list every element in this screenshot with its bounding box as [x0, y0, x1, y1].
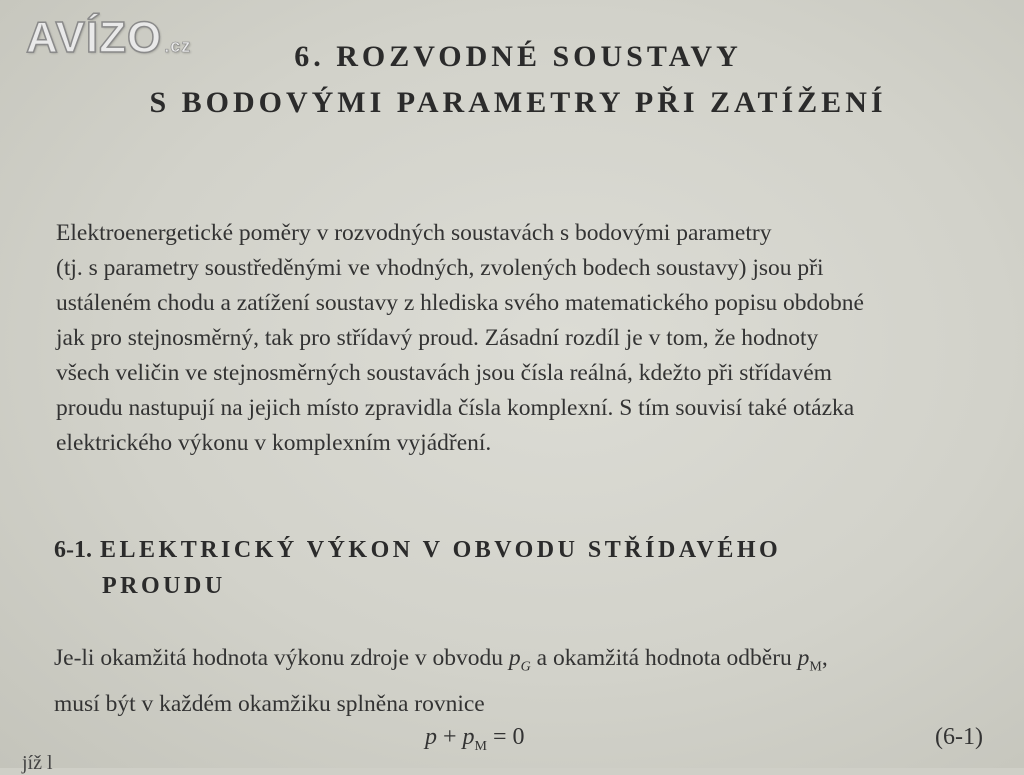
text-fragment: , [821, 645, 828, 671]
subscript-m: M [809, 659, 822, 675]
section-title-line-1: ELEKTRICKÝ VÝKON V OBVODU STŘÍDAVÉHO [100, 537, 782, 563]
chapter-title [108, 34, 928, 126]
equation-subscript-m: M [474, 738, 487, 754]
variable-p: p [508, 645, 521, 671]
equation-rhs: 0 [512, 724, 525, 750]
watermark-tld: .cz [164, 36, 192, 56]
equation-var-p: p [425, 724, 437, 750]
intro-paragraph [56, 216, 1002, 461]
equation-equals: = [487, 724, 513, 750]
paragraph-line: ustáleném chodu a zatížení soustavy z hlediska svého matematického popisu obdobné [56, 290, 864, 316]
variable-p: p [797, 645, 810, 671]
section-number: 6-1. [54, 537, 92, 563]
cut-off-text-fragment: jíž l [22, 752, 53, 774]
chapter-title-line-1: 6. ROZVODNÉ SOUSTAVY [294, 40, 742, 73]
paragraph-line: proudu nastupují na jejich místo zpravidla čísla komplexní. S tím souvisí také otázka [56, 395, 855, 421]
section-heading [54, 532, 954, 604]
paragraph-line: elektrického výkonu v komplexním vyjádření. [56, 430, 492, 456]
equation-6-1 [425, 724, 525, 755]
section-title-line-2: PROUDU [102, 573, 226, 599]
equation-var-p: p [462, 724, 475, 750]
section-text-line-1 [54, 640, 1014, 686]
paragraph-line: Elektroenergetické poměry v rozvodných soustavách s bodovými parametry [56, 220, 772, 246]
paragraph-line: jak pro stejnosměrný, tak pro střídavý proud. Zásadní rozdíl je v tom, že hodnoty [56, 325, 819, 351]
equation-number: (6-1) [935, 724, 983, 750]
text-fragment: Je-li okamžitá hodnota výkonu zdroje v obvodu [54, 645, 509, 671]
section-text [54, 640, 1014, 722]
paragraph-line: (tj. s parametry soustředěnými ve vhodných, zvolených bodech soustavy) jsou při [56, 255, 824, 281]
text-fragment: a okamžitá hodnota odběru [530, 645, 798, 671]
watermark-brand: AVÍZO [26, 13, 163, 62]
section-text-line-2: musí být v každém okamžiku splněna rovnice [54, 690, 485, 717]
paragraph-line: všech veličin ve stejnosměrných soustavách jsou čísla reálná, kdežto při střídavém [56, 360, 832, 386]
chapter-title-line-2: S BODOVÝMI PARAMETRY PŘI ZATÍŽENÍ [149, 86, 887, 119]
subscript-g: G [520, 659, 531, 675]
equation-plus: + [437, 724, 463, 750]
